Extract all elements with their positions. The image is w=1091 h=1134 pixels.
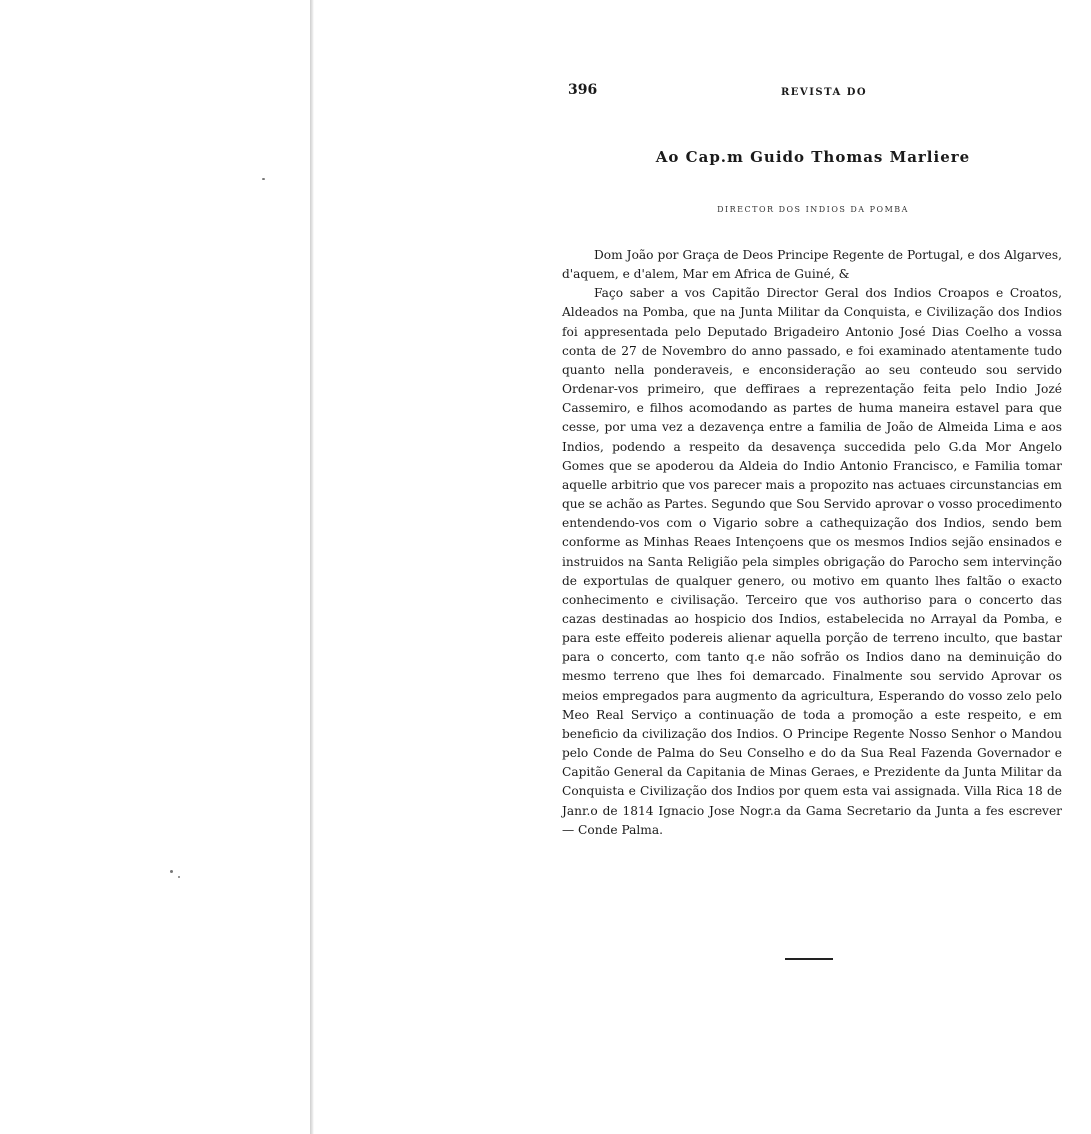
page-number: 396 (568, 82, 598, 98)
letter-subtitle: DIRECTOR DOS INDIOS DA POMBA (717, 205, 909, 214)
letter-body (562, 246, 1062, 840)
page-header (568, 82, 1068, 102)
binding-gutter (310, 0, 314, 1134)
main-paragraph: Faço saber a vos Capitão Director Geral dos Indios Croapos e Croatos, Aldeados na Pomba, que na Junta Militar da Conquista, e Civilização dos Indios foi appresentada pelo Deputado Brigadeiro Antonio José Dias Coelho a vossa conta de 27 de Novembro do anno passado, e foi examinado atentamente tudo quanto nella ponderaveis, e enconsideração ao seu conteudo sou servido Ordenar-vos primeiro, que deffiraes a reprezentação feita pelo Indio Jozé Cassemiro, e filhos acomodando as partes de huma maneira estavel para que cesse, por uma vez a dezavença entre a familia de João de Almeida Lima e aos Indios, podendo a respeito da desavença succedida pelo G.da Mor Angelo Gomes que se apoderou da Aldeia do Indio Antonio Francisco, e Familia tomar aquelle arbitrio que vos parecer mais a propozito nas actuaes circunstancias em que se achão as Partes. Segundo que Sou Servido aprovar o vosso procedimento entendendo-vos com o Vigario sobre a cathequização dos Indios, sendo bem conforme as Minhas Reaes Intençoens que os mesmos Indios sejão ensinados e instruidos na Santa Religião pela simples obrigação do Parocho sem intervinção de exportulas de qualquer genero, ou motivo em quanto lhes faltão o exacto conhecimento e civilisação. Terceiro que vos authoriso para o concerto das cazas destinadas ao hospicio dos Indios, estabelecida no Arrayal da Pomba, e para este effeito podereis alienar aquella porção de terreno inculto, que bastar para o concerto, com tanto q.e não sofrão os Indios dano na deminuição do mesmo terreno que lhes foi demarcado. Finalmente sou servido Aprovar os meios empregados para augmento da agricultura, Esperando do vosso zelo pelo Meo Real Serviço a continuação de toda a promoção a este respeito, e em beneficio da civilização dos Indios. O Principe Regente Nosso Senhor o Mandou pelo Conde de Palma do Seu Conselho e do da Sua Real Fazenda Governador e Capitão General da Capitania de Minas Geraes, e Prezidente da Junta Militar da Conquista e Civilização dos Indios por quem esta vai assignada. Villa Rica 18 de Janr.o de 1814 Ignacio Jose Nogr.a da Gama Secretario da Junta a fes escrever — Conde Palma. (562, 286, 1062, 837)
scan-speck (262, 178, 265, 180)
letter-title: Ao Cap.m Guido Thomas Marliere (655, 148, 971, 166)
closing-rule (785, 958, 833, 960)
running-head: REVISTA DO (781, 87, 868, 98)
scan-speck (178, 876, 180, 878)
salutation-paragraph: Dom João por Graça de Deos Principe Regente de Portugal, e dos Algarves, d'aquem, e d'alem, Mar em Africa de Guiné, & (562, 248, 1062, 282)
scan-speck (170, 870, 173, 873)
